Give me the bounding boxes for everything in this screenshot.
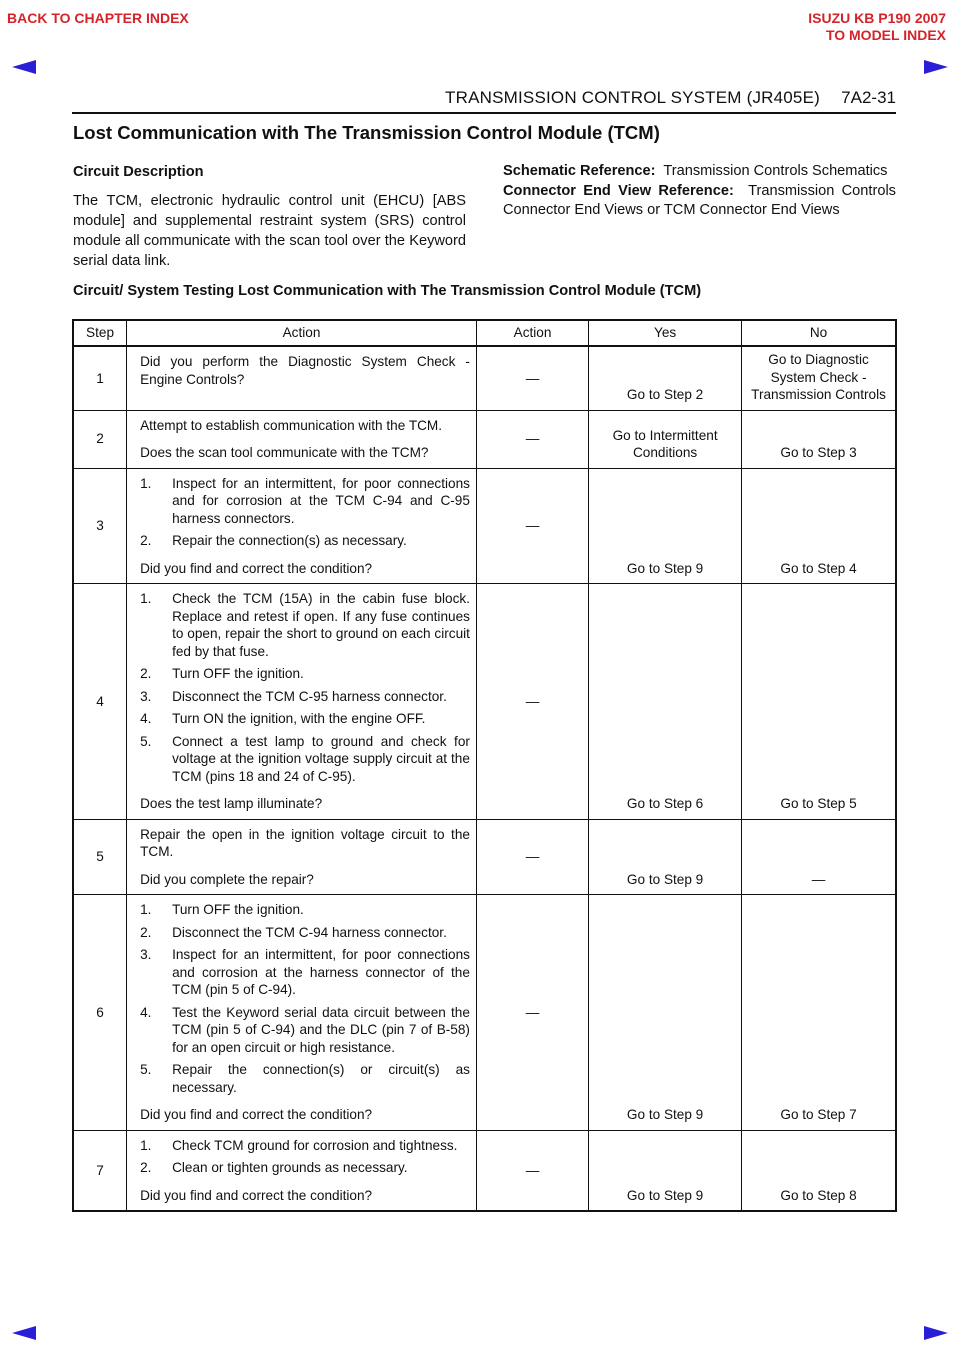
step-number: 6 — [73, 895, 127, 1131]
yes-result: Go to Step 2 — [589, 346, 742, 410]
list-item: 4. Test the Keyword serial data circuit between the TCM (pin 5 of C-94) and the DLC (pin 7 of B-58) for an open circuit or high resistance. — [140, 1004, 470, 1055]
table-header-row — [73, 320, 896, 346]
list-item-text: Turn OFF the ignition. — [172, 902, 304, 917]
table-row — [73, 895, 896, 1131]
list-item: 1. Check the TCM (15A) in the cabin fuse block. Replace and retest if open. If any fuse continues to open, repair the short to ground on each circuit fed by that fuse. — [140, 591, 470, 659]
action-text: Attempt to establish communication with the TCM. — [140, 417, 443, 433]
list-item-text: Test the Keyword serial data circuit between the TCM (pin 5 of C-94) and the DLC (pin 7 of B-58) for an open circuit or high resistance. — [172, 1004, 470, 1055]
yes-result: Go to Step 9 — [589, 895, 742, 1131]
action-question: Does the scan tool communicate with the TCM? — [140, 445, 429, 460]
list-item: 1. Check TCM ground for corrosion and tightness. — [140, 1137, 458, 1153]
previous-page-arrow-icon-bottom[interactable] — [12, 1326, 36, 1340]
no-result: Go to Step 7 — [742, 895, 896, 1131]
list-item: 1. Turn OFF the ignition. — [140, 902, 304, 917]
page-title: Lost Communication with The Transmission Control Module (TCM) — [73, 122, 660, 143]
back-to-chapter-index-link[interactable]: BACK TO CHAPTER INDEX — [7, 10, 189, 26]
list-item: 3. Inspect for an intermittent, for poor connections and corrosion at the harness connector of the TCM (pin 5 of C-94). — [140, 947, 470, 997]
circuit-description-heading: Circuit Description — [73, 164, 204, 180]
schematic-reference-label: Schematic Reference: — [503, 163, 656, 179]
circuit-description-body: The TCM, electronic hydraulic control unit (EHCU) [ABS module] and supplemental restraint system (SRS) control module all communicate with the scan tool over the Keyword serial data link. — [73, 193, 466, 269]
list-item: 2. Disconnect the TCM C-94 harness connector. — [140, 924, 447, 940]
references — [503, 162, 896, 221]
diagnostic-table — [72, 319, 897, 1212]
table-row — [73, 410, 896, 468]
list-item-text: Inspect for an intermittent, for poor connections and for corrosion at the TCM C-94 and C-95 harness connectors. — [172, 475, 470, 526]
step-action — [127, 1130, 477, 1211]
list-item: 2. Turn OFF the ignition. — [140, 666, 304, 681]
no-result: Go to Diagnostic System Check - Transmission Controls — [742, 346, 896, 410]
model-name: ISUZU KB P190 2007 — [808, 10, 946, 26]
table-row — [73, 584, 896, 820]
action-question: Does the test lamp illuminate? — [140, 796, 323, 811]
table-heading: Circuit/ System Testing Lost Communication with The Transmission Control Module (TCM) — [73, 283, 702, 299]
previous-page-arrow-icon[interactable] — [12, 60, 36, 74]
action-question: Did you complete the repair? — [140, 871, 314, 887]
list-item-text: Connect a test lamp to ground and check for voltage at the ignition voltage supply circuit at the TCM (pins 18 and 24 of C-95). — [172, 733, 470, 784]
yes-result: Go to Step 9 — [589, 1130, 742, 1211]
header-divider — [72, 112, 896, 114]
action-question: Did you find and correct the condition? — [140, 1187, 373, 1203]
action-list — [140, 901, 470, 1096]
list-item: 5. Connect a test lamp to ground and check for voltage at the ignition voltage supply circuit at the TCM (pins 18 and 24 of C-95). — [140, 733, 470, 784]
page-number: 7A2-31 — [841, 88, 896, 107]
step-number: 3 — [73, 468, 127, 584]
action-value: — — [476, 468, 588, 584]
connector-reference-value: Transmission Controls Connector End Views or TCM Connector End Views — [503, 183, 896, 218]
model-index-block[interactable] — [808, 10, 946, 44]
step-number: 1 — [73, 346, 127, 410]
step-number: 4 — [73, 584, 127, 820]
step-action — [127, 468, 477, 584]
list-item-text: Check TCM ground for corrosion and tightness. — [172, 1137, 458, 1153]
action-value: — — [476, 819, 588, 895]
list-item: 1. Inspect for an intermittent, for poor connections and for corrosion at the TCM C-94 and C-95 harness connectors. — [140, 475, 470, 526]
list-item-text: Disconnect the TCM C-95 harness connector. — [172, 688, 447, 704]
no-result: Go to Step 8 — [742, 1130, 896, 1211]
list-item: 4. Turn ON the ignition, with the engine OFF. — [140, 711, 426, 726]
yes-result: Go to Intermittent Conditions — [589, 410, 742, 468]
list-item-text: Turn OFF the ignition. — [172, 666, 304, 681]
header-action-value: Action — [476, 320, 588, 346]
action-value: — — [476, 410, 588, 468]
connector-reference-label: Connector End View Reference: — [503, 183, 734, 199]
to-model-index-link[interactable]: TO MODEL INDEX — [825, 27, 946, 43]
step-action — [127, 346, 477, 410]
action-value: — — [476, 1130, 588, 1211]
header-yes: Yes — [589, 320, 742, 346]
table-row — [73, 1130, 896, 1211]
action-text: Did you perform the Diagnostic System Check - Engine Controls? — [140, 354, 470, 387]
list-item-text: Disconnect the TCM C-94 harness connector. — [172, 924, 447, 940]
no-result: Go to Step 3 — [742, 410, 896, 468]
step-action — [127, 410, 477, 468]
connector-reference — [503, 182, 896, 220]
list-item-text: Turn ON the ignition, with the engine OFF. — [172, 711, 426, 726]
yes-result: Go to Step 6 — [589, 584, 742, 820]
action-question: Did you find and correct the condition? — [140, 560, 373, 576]
no-result: Go to Step 5 — [742, 584, 896, 820]
list-item: 2. Repair the connection(s) as necessary. — [140, 533, 407, 548]
step-action — [127, 895, 477, 1131]
list-item-text: Repair the connection(s) or circuit(s) as necessary. — [172, 1062, 470, 1095]
list-item: 2. Clean or tighten grounds as necessary. — [140, 1160, 408, 1175]
schematic-reference — [503, 162, 896, 181]
header-action: Action — [127, 320, 477, 346]
step-action — [127, 584, 477, 820]
step-number: 5 — [73, 819, 127, 895]
no-result: Go to Step 4 — [742, 468, 896, 584]
action-list — [140, 590, 470, 785]
list-item-text: Inspect for an intermittent, for poor connections and corrosion at the harness connector of the TCM (pin 5 of C-94). — [172, 947, 470, 997]
table-row — [73, 346, 896, 410]
table-row — [73, 819, 896, 895]
action-question: Did you find and correct the condition? — [140, 1107, 373, 1122]
yes-result: Go to Step 9 — [589, 819, 742, 895]
list-item: 5. Repair the connection(s) or circuit(s) as necessary. — [140, 1062, 470, 1095]
list-item-text: Check the TCM (15A) in the cabin fuse block. Replace and retest if open. If any fuse continues to open, repair the short to ground on each circuit fed by that fuse. — [172, 591, 470, 659]
list-item-text: Repair the connection(s) as necessary. — [172, 533, 407, 548]
header-step: Step — [73, 320, 127, 346]
circuit-description — [73, 162, 466, 271]
step-action — [127, 819, 477, 895]
next-page-arrow-icon-bottom[interactable] — [924, 1326, 948, 1340]
step-number: 7 — [73, 1130, 127, 1211]
action-text: Repair the open in the ignition voltage circuit to the TCM. — [140, 826, 470, 859]
yes-result: Go to Step 9 — [589, 468, 742, 584]
step-number: 2 — [73, 410, 127, 468]
schematic-reference-value: Transmission Controls Schematics — [663, 163, 888, 179]
action-value: — — [476, 895, 588, 1131]
action-value: — — [476, 584, 588, 820]
action-list — [140, 475, 470, 550]
list-item-text: Clean or tighten grounds as necessary. — [172, 1160, 408, 1175]
next-page-arrow-icon[interactable] — [924, 60, 948, 74]
list-item: 3. Disconnect the TCM C-95 harness connector. — [140, 688, 447, 704]
action-list — [140, 1137, 470, 1177]
action-value: — — [476, 346, 588, 410]
no-result: — — [742, 819, 896, 895]
table-row — [73, 468, 896, 584]
header-no: No — [742, 320, 896, 346]
section-title: TRANSMISSION CONTROL SYSTEM (JR405E) — [445, 88, 820, 107]
